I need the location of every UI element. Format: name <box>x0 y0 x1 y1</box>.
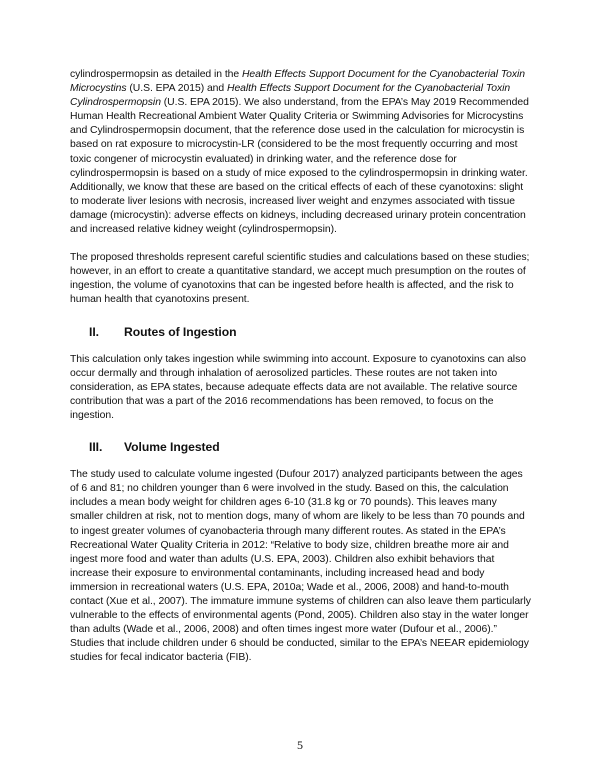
page-number: 5 <box>297 738 303 752</box>
section-heading-volume <box>70 440 532 454</box>
section-title: Routes of Ingestion <box>124 324 237 339</box>
section-number: II. <box>89 324 99 339</box>
section-number: III. <box>89 440 103 455</box>
section-heading-routes <box>70 325 532 339</box>
paragraph-routes-of-ingestion: This calculation only takes ingestion while swimming into account. Exposure to cyanotoxins can also occur dermally and through inhalation of aerosolized particles. These routes are not taken into consideration, as EPA states, because adequate effects data are not available. The relative source contribution that was a part of the 2016 recommendations has been removed, to focus on the ingestion. <box>70 353 526 421</box>
page-body <box>70 68 532 665</box>
paragraph-proposed-thresholds: The proposed thresholds represent careful scientific studies and calculations based on these studies; however, in an effort to create a quantitative standard, we accept much presumption on the routes of ingestion, the volume of cyanotoxins that can be ingested before health is affected, and the risk to human health that cyanotoxins present. <box>70 252 530 306</box>
doc-title-cylindrospermopsin: Health Effects Support Document for the Cyanobacterial Toxin Cylindrospermopsin <box>70 83 511 109</box>
section-title: Volume Ingested <box>124 440 220 455</box>
doc-title-microcystins: Health Effects Support Document for the Cyanobacterial Toxin Microcystins <box>70 69 526 95</box>
paragraph-volume-ingested: The study used to calculate volume ingested (Dufour 2017) analyzed participants between the ages of 6 and 81; no children younger than 6 were involved in the study. Based on this, the calculation includes a mean body weight for children ages 6-10 (31.8 kg or 70 pounds). This leaves many smaller children at risk, not to mention dogs, many of whom are likely to be less than 70 pounds and to ingest greater volumes of cyanobacteria through many different routes. As stated in the EPA’s Recreational Water Quality Criteria in 2012: “Relative to body size, children breathe more air and ingest more food and water than adults (U.S. EPA, 2003). Children also exhibit behaviors that increase their exposure to environmental contaminants, including increased head and body immersion in recreational waters (U.S. EPA, 2010a; Wade et al., 2006, 2008) and hand-to-mouth contact (Xue et al., 2007). The immature immune systems of children can also leave them particularly vulnerable to the effects of environmental agents (Pond, 2005). Children also stay in the water longer than adults (Wade et al., 2006, 2008) and often times ingest more water (Dufour et al., 2006).” Studies that include children under 6 should be conducted, similar to the EPA’s NEEAR epidemiology studies for fecal indicator bacteria (FIB). <box>70 469 531 664</box>
paragraph-toxicity-basis: cylindrospermopsin as detailed in the Health Effects Support Document for the Cyanobacterial Toxin Microcystins (U.S. EPA 2015) and Health Effects Support Document for the Cyanobacterial Toxin Cylindrospermopsin (U.S. EPA 2015). We also understand, from the EPA’s May 2019 Recommended Human Health Recreational Ambient Water Quality Criteria or Swimming Advisories for Microcystins and Cylindrospermopsin document, that the reference dose used in the calculation for microcystin is based on rat exposure to microcystin-LR (considered to be the most frequently occurring and most toxic congener of microcystin evaluated) in drinking water, and the reference dose for cylindrospermopsin is based on a study of mice exposed to the cylindrospermopsin in drinking water. Additionally, we know that these are based on the critical effects of each of these cyanotoxins: slight to moderate liver lesions with necrosis, increased liver weight and enzymes associated with tissue damage (microcystin): adverse effects on kidneys, including decreased urinary protein concentration and increased relative kidney weight (cylindrospermopsin). <box>70 69 529 236</box>
